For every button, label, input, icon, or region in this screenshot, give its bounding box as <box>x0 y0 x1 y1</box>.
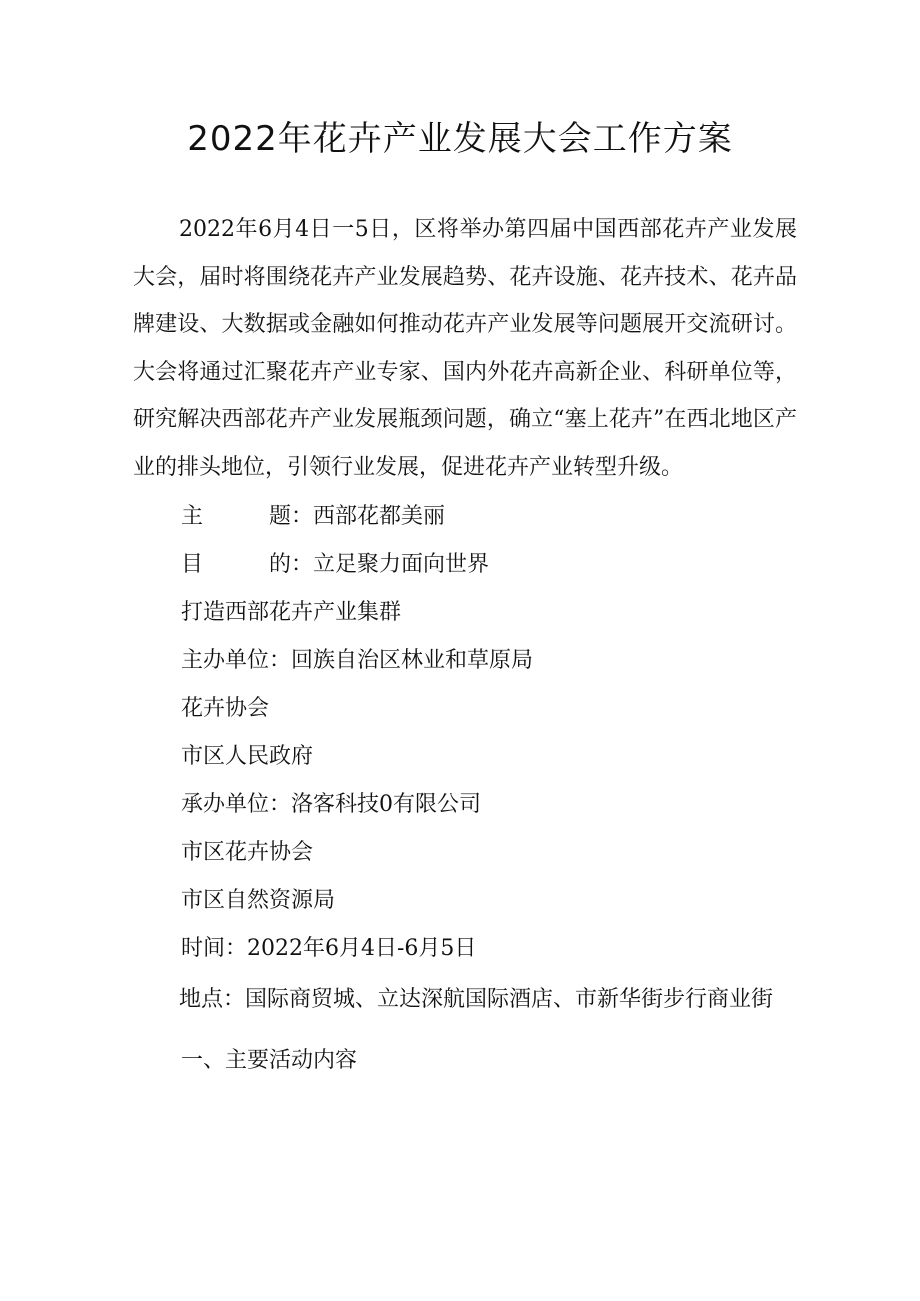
purpose-value: 立足聚力面向世界 <box>313 552 490 577</box>
host-item-1: 回族自治区林业和草原局 <box>291 648 534 673</box>
theme-key-last: 题： <box>268 504 313 529</box>
host-item-2: 花卉协会 <box>181 696 270 721</box>
organizer-item-2: 市区花卉协会 <box>181 840 314 865</box>
organizer-line <box>133 781 797 829</box>
time-value: 2022年6月4日-6月5日 <box>247 936 477 961</box>
purpose-continuation: 打造西部花卉产业集群 <box>181 600 402 625</box>
intro-paragraph: 2022年6月4日一5日，区将举办第四届中国西部花卉产业发展大会，届时将围绕花卉产业发展趋势、花卉设施、花卉技术、花卉品牌建设、大数据或金融如何推动花卉产业发展等问题展开交流研讨。大会将通过汇聚花卉产业专家、国内外花卉高新企业、科研单位等，研究解决西部花卉产业发展瓶颈问题，确立“塞上花卉”在西北地区产业的排头地位，引领行业发展，促进花卉产业转型升级。 <box>133 217 797 480</box>
purpose-key-first: 目 <box>181 552 204 577</box>
theme-key <box>181 493 313 541</box>
purpose-key-last: 的： <box>268 552 313 577</box>
time-line <box>133 925 797 973</box>
time-label: 时间： <box>181 936 248 961</box>
theme-value: 西部花都美丽 <box>313 504 446 529</box>
purpose-line <box>133 541 797 589</box>
purpose-key <box>181 541 313 589</box>
theme-key-first: 主 <box>181 504 204 529</box>
location-paragraph: 地点：国际商贸城、立达深航国际酒店、市新华街步行商业街 <box>179 987 774 1012</box>
host-label: 主办单位： <box>181 648 292 673</box>
host-line <box>133 637 797 685</box>
organizer-item-3: 市区自然资源局 <box>181 888 336 913</box>
organizer-item-1: 洛客科技0有限公司 <box>291 792 482 817</box>
document-body <box>133 206 797 1085</box>
document-title: 2022年花卉产业发展大会工作方案 <box>187 119 733 159</box>
host-item-3: 市区人民政府 <box>181 744 314 769</box>
section-heading-1: 一、主要活动内容 <box>181 1048 358 1073</box>
organizer-label: 承办单位： <box>181 792 292 817</box>
theme-line <box>133 493 797 541</box>
